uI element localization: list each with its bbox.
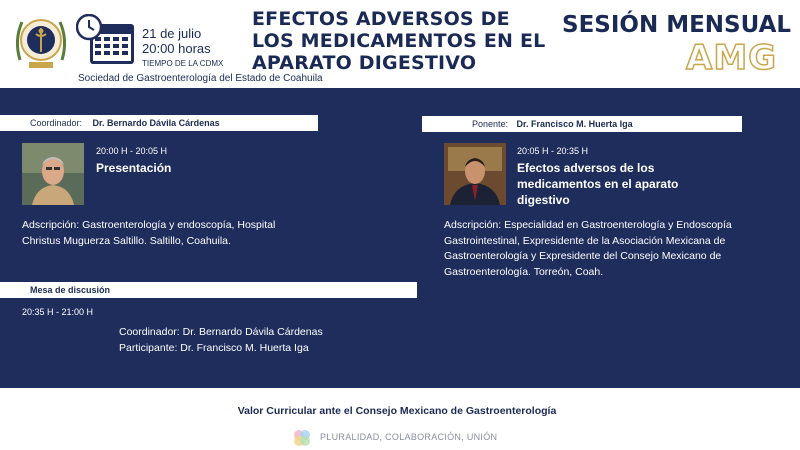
- society-logo: [12, 10, 70, 72]
- coordinator-adscription: Adscripción: Gastroenterología y endoscopía, Hospital Christus Muguerza Saltillo. Saltillo, Coahuila.: [22, 219, 276, 247]
- event-date: 21 de julio: [142, 26, 202, 41]
- discussion-coordinator: Coordinador: Dr. Bernardo Dávila Cárdenas: [119, 326, 323, 338]
- coordinator-photo: [22, 143, 84, 205]
- discussion-label: Mesa de discusión: [30, 285, 111, 295]
- calendar-clock-icon: [76, 14, 136, 66]
- event-title: EFECTOS ADVERSOS DE LOS MEDICAMENTOS EN EL APARATO DIGESTIVO: [252, 8, 546, 74]
- amg-logo-text: AMG: [686, 38, 778, 78]
- discussion-participant: Participante: Dr. Francisco M. Huerta Iga: [119, 342, 309, 354]
- plurality-icon: [292, 428, 312, 448]
- speaker-photo: [444, 143, 506, 205]
- curricular-value: Valor Curricular ante el Consejo Mexicano de Gastroenterología: [237, 405, 557, 417]
- speaker-adscription: Adscripción: Especialidad en Gastroenterología y Endoscopía Gastrointestinal, Expresidente de la Asociación Mexicana de Gastroenterología y Expresidente del Consejo Mexicano de Gastroenterología. Torreón, Coah.: [444, 219, 732, 278]
- coordinator-time: 20:00 H - 20:05 H: [96, 146, 168, 156]
- society-name: Sociedad de Gastroenterología del Estado de Coahuila: [78, 73, 323, 84]
- coordinator-role: Coordinador:: [30, 118, 83, 128]
- session-label: SESIÓN MENSUAL: [562, 12, 792, 38]
- coordinator-name: Dr. Bernardo Dávila Cárdenas: [92, 118, 220, 128]
- discussion-time: 20:35 H - 21:00 H: [22, 307, 94, 317]
- speaker-talk: Efectos adversos de los medicamentos en el aparato digestivo: [517, 161, 679, 207]
- event-time: 20:00 horas: [142, 41, 211, 56]
- timezone: TIEMPO DE LA CDMX: [142, 59, 224, 68]
- header: [0, 0, 800, 88]
- coordinator-bar: [0, 115, 318, 131]
- coordinator-talk: Presentación: [96, 161, 172, 175]
- tagline: PLURALIDAD, COLABORACIÓN, UNIÓN: [320, 432, 498, 442]
- speaker-time: 20:05 H - 20:35 H: [517, 146, 589, 156]
- event-date-time: [142, 26, 211, 56]
- speaker-role: Ponente:: [472, 119, 509, 129]
- discussion-bar: [0, 282, 417, 298]
- speaker-bar: [422, 116, 742, 132]
- speaker-name: Dr. Francisco M. Huerta Iga: [516, 119, 633, 129]
- footer: [0, 388, 800, 450]
- program-panel: [0, 88, 800, 388]
